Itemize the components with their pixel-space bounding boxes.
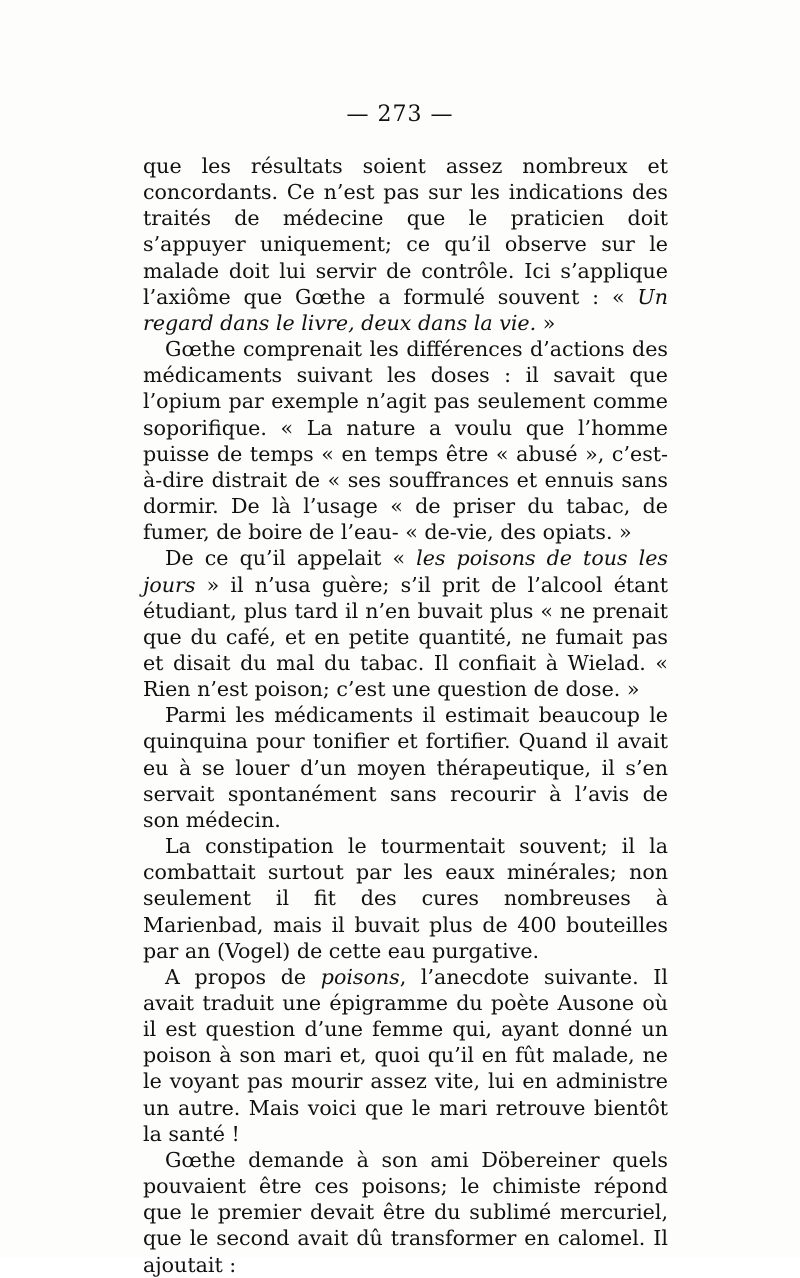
italic-word: poisons [320,964,400,989]
text-run: , l’anecdote suivante. Il avait traduit une épigramme du poète Ausone où il est question d’une femme qui, ayant donné un poison à son mari et, quoi qu’il en fût malade, ne le voyant pas mourir assez vite, lui en administre un autre. Mais voici que le mari retrouve bientôt la santé ! [143,964,668,1146]
text-run: La constipation le tourmentait souvent; il la combattait surtout par les eaux minérales; non seulement il fit des cures nombreuses à Marienbad, mais il buvait plus de 400 bouteilles par an (Vogel) de cette eau purgative. [143,834,668,963]
italic-quote: Un regard dans le livre, deux dans la vie. [143,284,668,335]
text-run: Gœthe comprenait les différences d’actions des médicaments suivant les doses : il savait que l’opium par exemple n’agit pas seulement comme soporifique. « La nature a voulu que l’homme puisse de temps « en temps être « abusé », c’est-à-dire distrait de « ses souffrances et ennuis sans dormir. De là l’usage « de priser du tabac, de fumer, de boire de l’eau- « de-vie, des opiats. » [143,337,668,545]
paragraph [143,833,668,964]
page-number: — 273 — [346,102,454,127]
text-run: A propos de [165,964,321,989]
paragraph [143,1147,668,1278]
paragraph [143,702,668,833]
italic-phrase: les poisons de tous les jours [143,546,668,597]
text-run: que les résultats soient assez nombreux et concordants. Ce n’est pas sur les indications des traités de médecine que le praticien doit s’appuyer uniquement; ce qu’il observe sur le malade doit lui servir de contrôle. Ici s’applique l’axiôme que Gœthe a formulé souvent : « [143,154,668,309]
text-run: De ce qu’il appelait « [165,546,417,571]
paragraph [143,153,668,336]
body-text [143,153,668,1278]
paragraph [143,336,668,545]
paragraph [143,545,668,702]
text-run: Gœthe demande à son ami Döbereiner quels pouvaient être ces poisons; le chimiste répond que le premier devait être du sublimé mercuriel, que le second avait dû transformer en calomel. Il ajoutait : [143,1147,668,1277]
text-run: » [536,310,556,335]
text-run: Parmi les médicaments il estimait beaucoup le quinquina pour tonifier et fortifier. Quand il avait eu à se louer d’un moyen thérapeutique, il s’en servait spontanément sans recourir à l’avis de son médecin. [143,703,668,832]
paragraph [143,964,668,1147]
text-run: » il n’usa guère; s’il prit de l’alcool étant étudiant, plus tard il n’en buvait plus « ne prenait que du café, et en petite quantité, ne fumait pas et disait du mal du tabac. Il confiait à Wielad. « Rien n’est poison; c’est une question de dose. » [143,572,668,702]
